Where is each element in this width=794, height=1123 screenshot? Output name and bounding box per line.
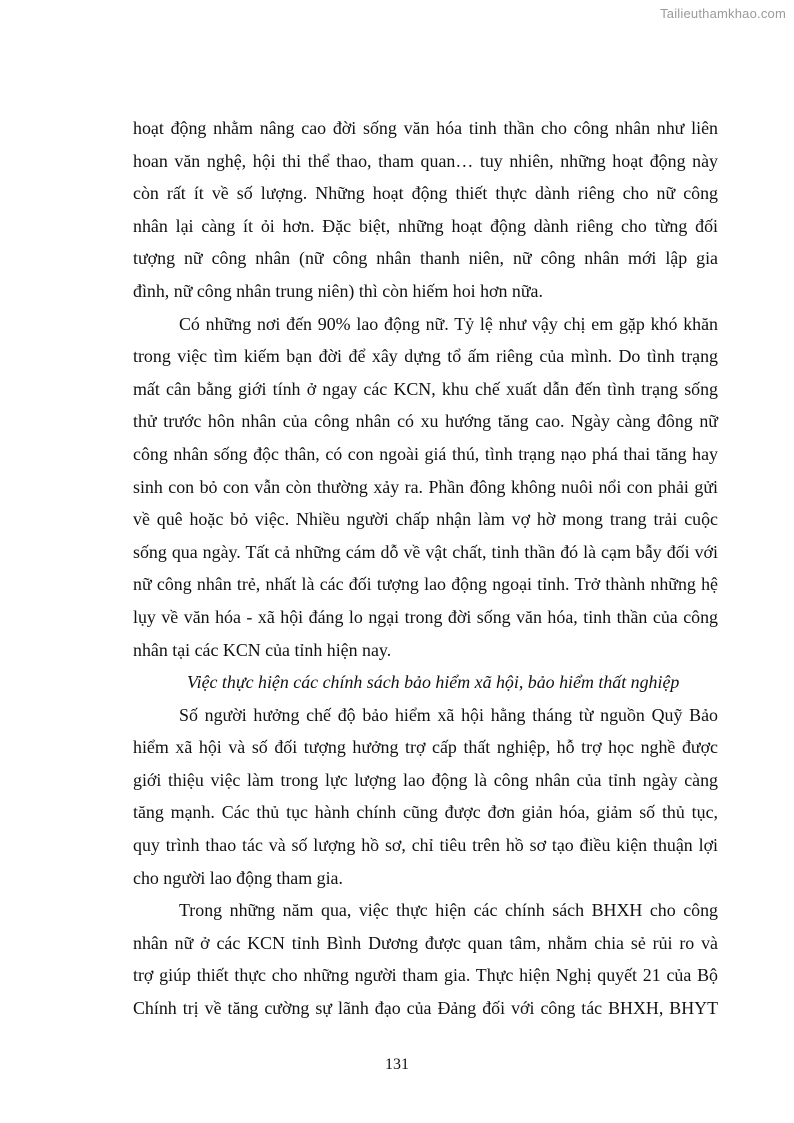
text-line: lụy về văn hóa - xã hội đáng lo ngại trong đời sống văn hóa, tinh thần của công — [133, 606, 718, 627]
text-line: công nhân sống độc thân, có con ngoài giá thú, tình trạng nạo phá thai tăng hay — [133, 443, 718, 464]
section-heading: Việc thực hiện các chính sách bảo hiểm xã hội, bảo hiểm thất nghiệp — [187, 672, 680, 693]
text-line: nhân tại các KCN của tỉnh hiện nay. — [133, 639, 392, 660]
watermark-text: Tailieuthamkhao.com — [660, 6, 786, 21]
text-line: Có những nơi đến 90% lao động nữ. Tỷ lệ như vậy chị em gặp khó khăn — [179, 313, 718, 334]
text-line: nhân lại càng ít ỏi hơn. Đặc biệt, những hoạt động dành riêng cho từng đối — [133, 215, 718, 236]
text-line: nữ công nhân trẻ, nhất là các đối tượng lao động ngoại tỉnh. Trở thành những hệ — [133, 574, 718, 595]
text-line: mất cân bằng giới tính ở ngay các KCN, khu chế xuất dẫn đến tình trạng sống — [133, 378, 718, 399]
text-line: nhân nữ ở các KCN tỉnh Bình Dương được quan tâm, nhằm chia sẻ rủi ro và — [133, 932, 718, 953]
text-line: trợ giúp thiết thực cho những người tham gia. Thực hiện Nghị quyết 21 của Bộ — [133, 965, 718, 986]
text-line: hiểm xã hội và số đối tượng hưởng trợ cấp thất nghiệp, hỗ trợ học nghề được — [133, 737, 718, 758]
text-line: thử trước hôn nhân của công nhân có xu hướng tăng cao. Ngày càng đông nữ — [133, 411, 718, 432]
text-line: Số người hưởng chế độ bảo hiểm xã hội hằng tháng từ nguồn Quỹ Bảo — [179, 704, 718, 725]
text-line: tăng mạnh. Các thủ tục hành chính cũng được đơn giản hóa, giảm số thủ tục, — [133, 802, 718, 823]
page-number: 131 — [385, 1056, 409, 1073]
text-line: hoan văn nghệ, hội thi thể thao, tham quan… tuy nhiên, những hoạt động này — [133, 150, 718, 171]
text-line: còn rất ít về số lượng. Những hoạt động thiết thực dành riêng cho nữ công — [133, 183, 718, 204]
text-line: Trong những năm qua, việc thực hiện các chính sách BHXH cho công — [179, 900, 718, 921]
text-line: đình, nữ công nhân trung niên) thì còn hiếm hoi hơn nữa. — [133, 280, 543, 301]
text-line: quy trình thao tác và số lượng hồ sơ, chỉ tiêu trên hồ sơ tạo điều kiện thuận lợi — [133, 835, 718, 856]
text-line: tượng nữ công nhân (nữ công nhân thanh niên, nữ công nhân mới lập gia — [133, 248, 718, 269]
text-line: về quê hoặc bỏ việc. Nhiều người chấp nhận làm vợ hờ mong trang trải cuộc — [133, 509, 718, 530]
text-line: trong việc tìm kiếm bạn đời để xây dựng tổ ấm riêng của mình. Do tình trạng — [133, 346, 718, 367]
text-line: sinh con bỏ con vẫn còn thường xảy ra. Phần đông không nuôi nổi con phải gửi — [133, 476, 718, 497]
document-body — [133, 112, 718, 1025]
text-line: sống qua ngày. Tất cả những cám dỗ về vật chất, tinh thần đó là cạm bẫy đối với — [133, 541, 718, 562]
text-line: cho người lao động tham gia. — [133, 867, 343, 888]
text-line: Chính trị về tăng cường sự lãnh đạo của Đảng đối với công tác BHXH, BHYT — [133, 998, 718, 1019]
text-line: giới thiệu việc làm trong lực lượng lao động là công nhân của tỉnh ngày càng — [133, 769, 718, 790]
text-line: hoạt động nhằm nâng cao đời sống văn hóa tinh thần cho công nhân như liên — [133, 118, 718, 138]
